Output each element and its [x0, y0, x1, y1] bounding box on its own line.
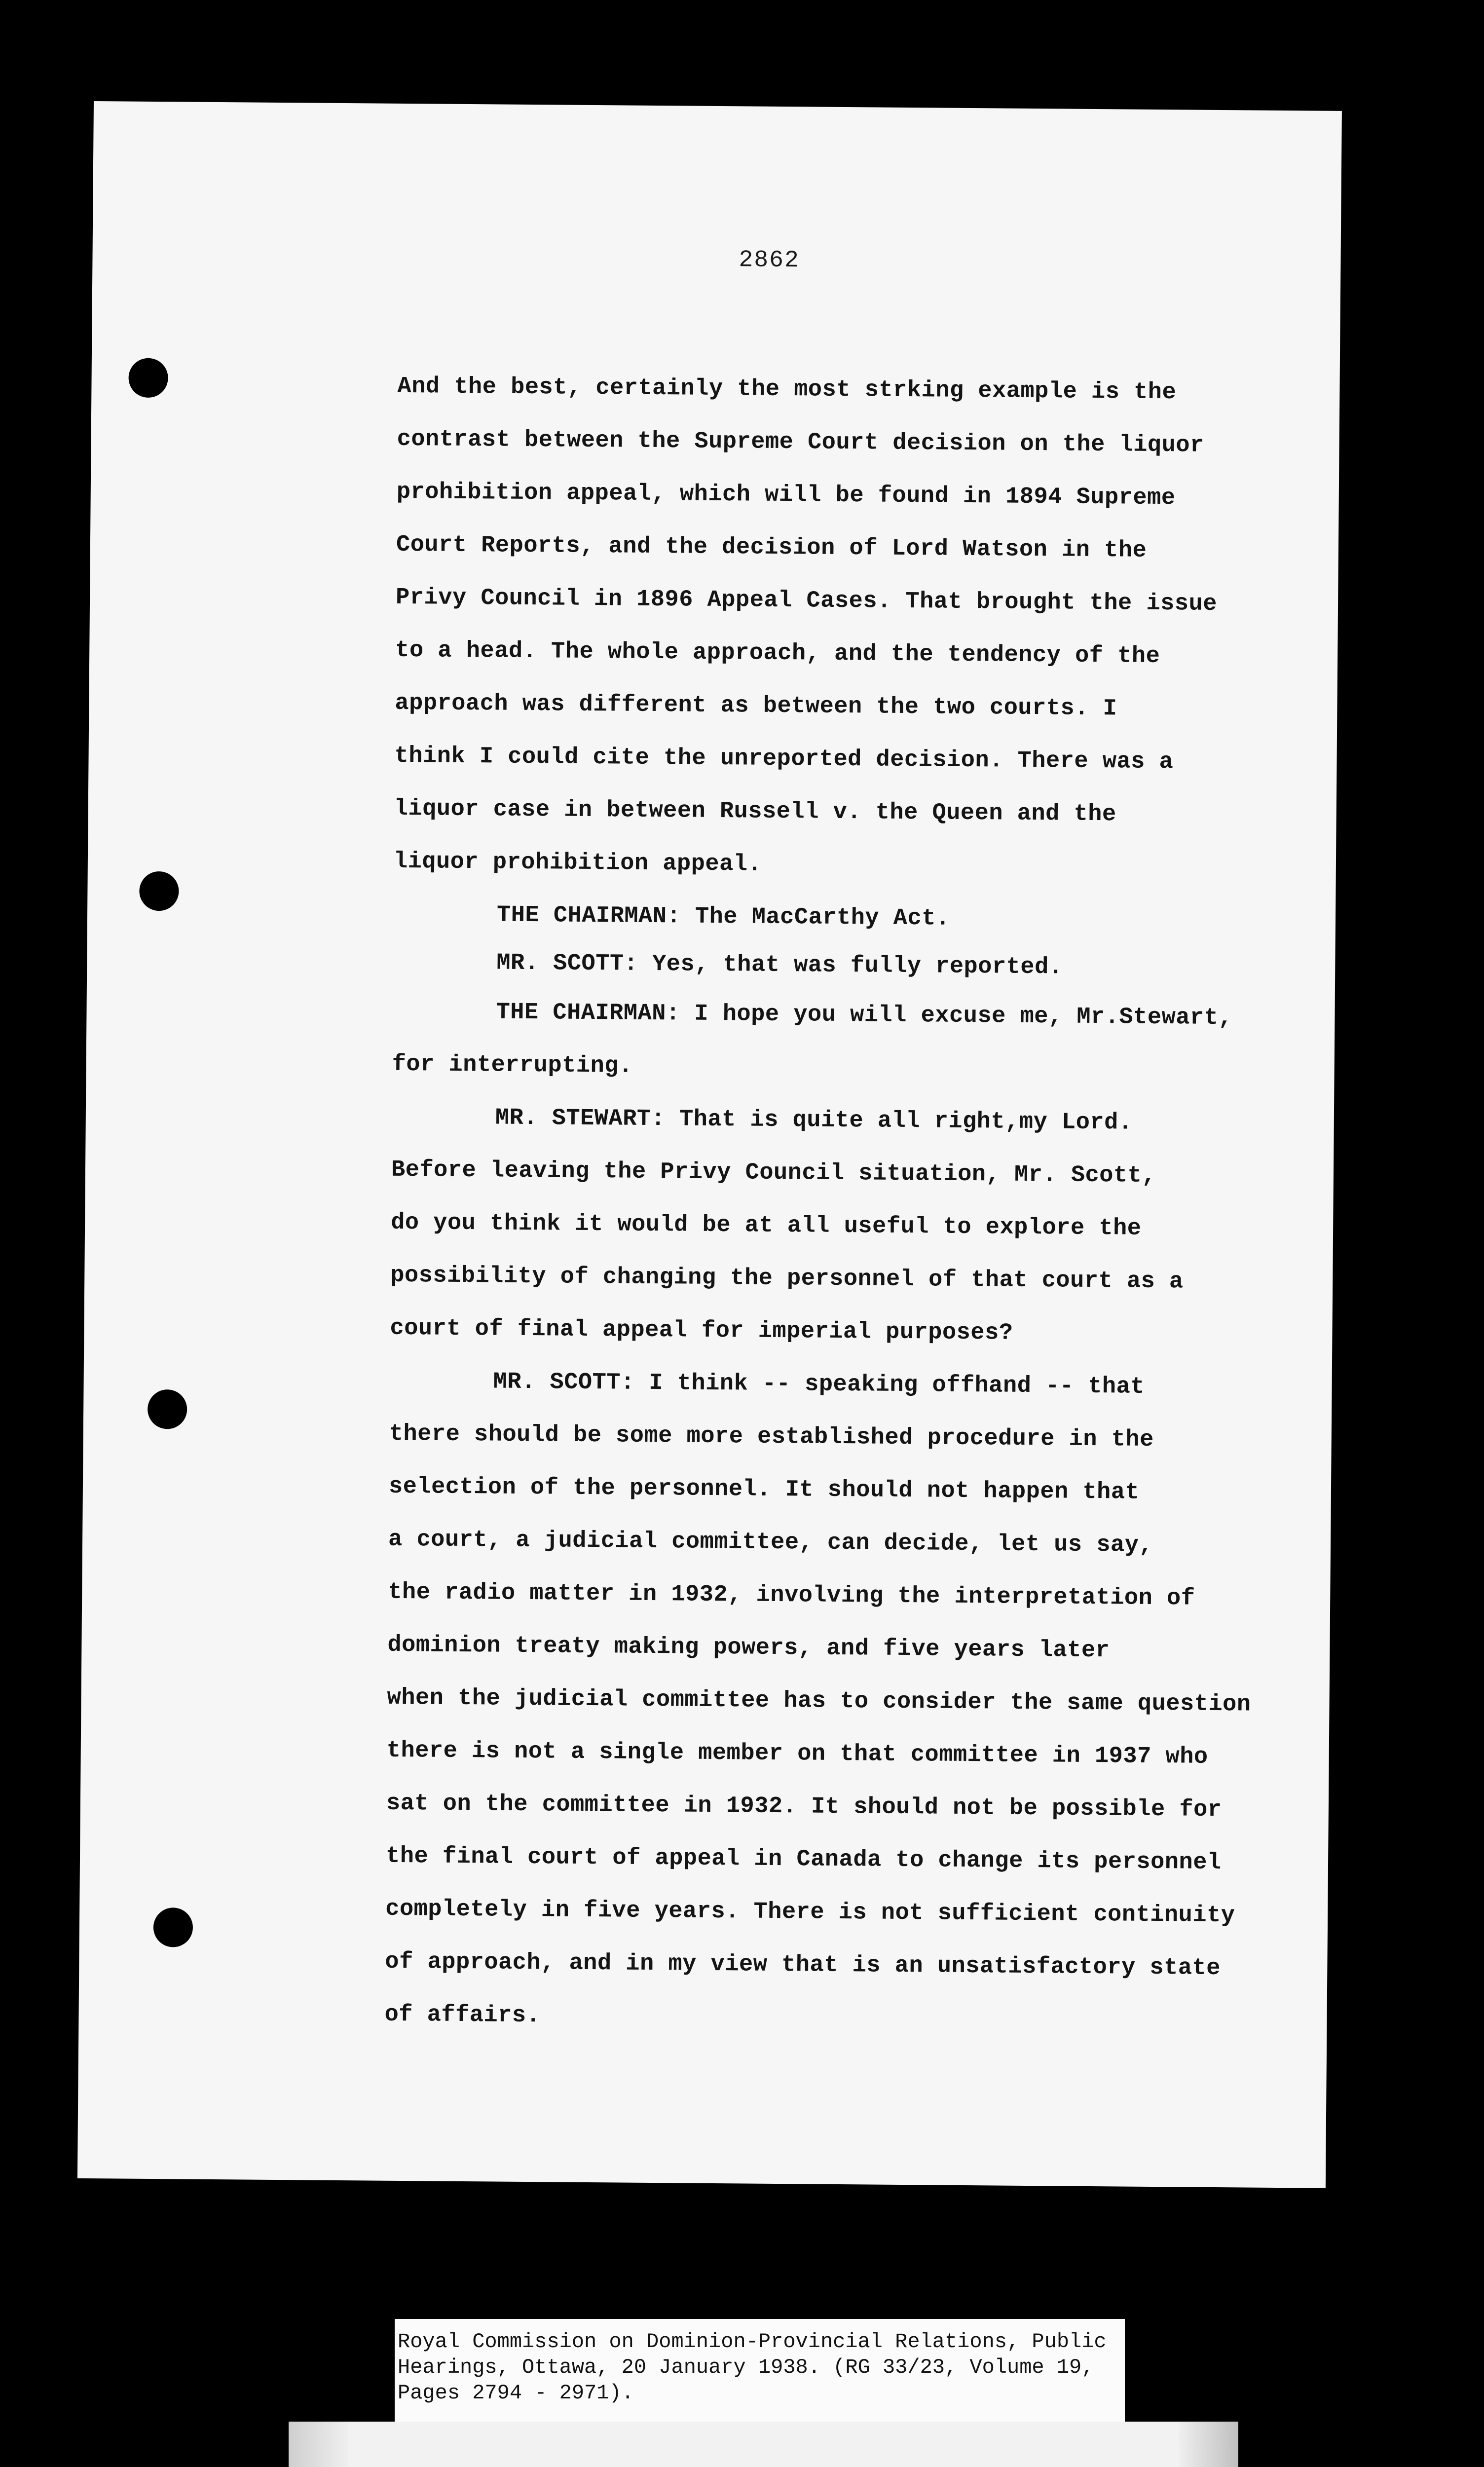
page-number: 2862	[739, 247, 800, 274]
text-line: think I could cite the unreported decision. There was a	[394, 743, 1174, 776]
document-page	[77, 101, 1342, 2188]
text-line: court of final appeal for imperial purposes?	[390, 1315, 1013, 1346]
text-line: approach was different as between the two courts. I	[395, 690, 1117, 722]
transcript-body	[384, 360, 1315, 2049]
speaker-line: THE CHAIRMAN: I hope you will excuse me, Mr.Stewart,	[496, 999, 1233, 1032]
citation-line: Hearings, Ottawa, 20 January 1938. (RG 33/23, Volume 19,	[398, 2355, 1094, 2379]
text-line: contrast between the Supreme Court decision on the liquor	[397, 426, 1204, 459]
text-line: And the best, certainly the most strking example is the	[397, 373, 1177, 406]
text-line: sat on the committee in 1932. It should not be possible for	[386, 1790, 1222, 1824]
text-line: the radio matter in 1932, involving the interpretation of	[388, 1579, 1195, 1612]
punch-hole	[139, 871, 179, 911]
text-line: Before leaving the Privy Council situation, Mr. Scott,	[391, 1157, 1156, 1189]
text-line: prohibition appeal, which will be found in 1894 Supreme	[396, 479, 1176, 512]
text-line: do you think it would be at all useful to explore the	[390, 1209, 1142, 1242]
speaker-line: MR. SCOTT: Yes, that was fully reported.	[496, 950, 1063, 981]
speaker-line: MR. STEWART: That is quite all right,my Lord.	[495, 1105, 1133, 1136]
citation-line: Royal Commission on Dominion-Provincial Relations, Public	[398, 2330, 1107, 2354]
citation-line: Pages 2794 - 2971).	[398, 2381, 634, 2405]
punch-hole	[148, 1389, 187, 1429]
speaker-line: MR. SCOTT: I think -- speaking offhand -- that	[493, 1369, 1145, 1400]
text-line: selection of the personnel. It should not happen that	[388, 1473, 1140, 1506]
text-line: when the judicial committee has to consider the same question	[387, 1684, 1251, 1718]
text-line: for interrupting.	[392, 1051, 633, 1080]
text-line: liquor case in between Russell v. the Queen and the	[394, 795, 1116, 828]
text-line: Privy Council in 1896 Appeal Cases. That brought the issue	[395, 584, 1218, 617]
text-line: to a head. The whole approach, and the tendency of the	[395, 637, 1160, 670]
text-line: of affairs.	[384, 2001, 541, 2029]
text-line: liquor prohibition appeal.	[393, 848, 762, 878]
text-line: possibility of changing the personnel of that court as a	[390, 1262, 1184, 1295]
text-line: a court, a judicial committee, can decide, let us say,	[388, 1526, 1153, 1559]
stamp-shadow	[1179, 2422, 1238, 2467]
text-line: Court Reports, and the decision of Lord Watson in the	[396, 531, 1147, 564]
stamp-shadow	[289, 2422, 348, 2467]
text-line: dominion treaty making powers, and five years later	[387, 1632, 1110, 1664]
text-line: there is not a single member on that committee in 1937 who	[386, 1737, 1208, 1770]
speaker-line: THE CHAIRMAN: The MacCarthy Act.	[496, 902, 950, 932]
punch-hole	[153, 1907, 193, 1947]
archives-stamp	[289, 2422, 1238, 2467]
text-line: there should be some more established procedure in the	[389, 1420, 1154, 1453]
punch-hole	[128, 358, 168, 398]
text-line: completely in five years. There is not sufficient continuity	[385, 1896, 1235, 1929]
citation-label	[395, 2319, 1125, 2423]
text-line: the final court of appeal in Canada to change its personnel	[385, 1843, 1222, 1876]
text-line: of approach, and in my view that is an unsatisfactory state	[385, 1948, 1221, 1982]
